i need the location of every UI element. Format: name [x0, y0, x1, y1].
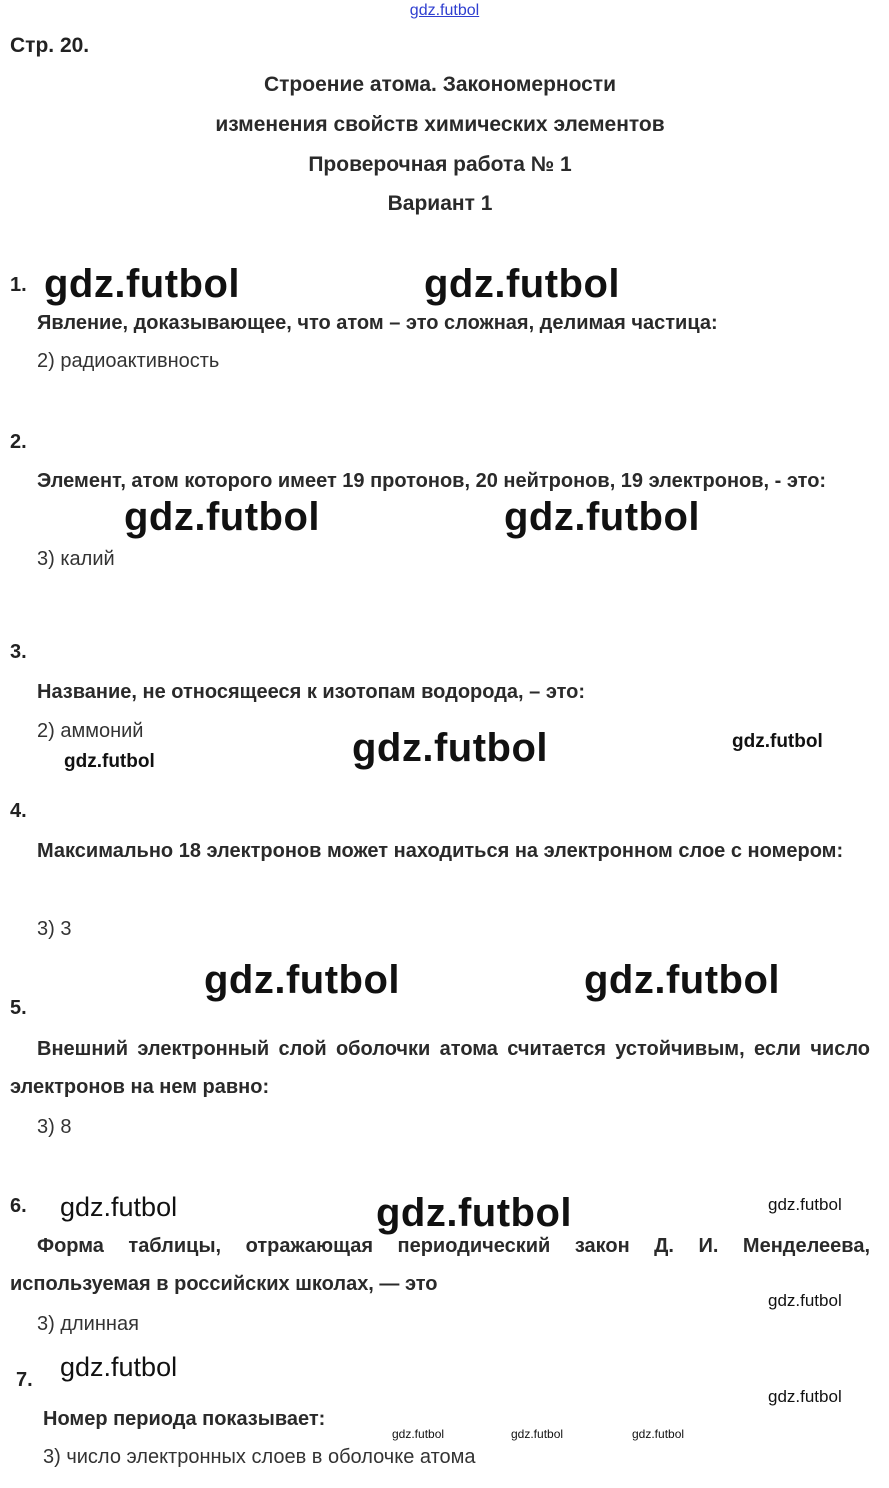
title-line-3: Проверочная работа № 1 [308, 153, 572, 176]
question-1-answer: 2) радиоактивность [37, 350, 220, 372]
question-7-answer: 3) число электронных слоев в оболочке атома [43, 1446, 476, 1468]
watermark: gdz.futbol [768, 1291, 842, 1310]
watermark: gdz.futbol [584, 958, 781, 1002]
watermark: gdz.futbol [392, 1427, 445, 1441]
title-line-2: изменения свойств химических элементов [215, 113, 665, 136]
watermark: gdz.futbol [632, 1427, 685, 1441]
question-6-text: Форма таблицы, отражающая периодический закон Д. И. Менделеева, используемая в российских школах, — это [10, 1235, 870, 1295]
question-2-text: Элемент, атом которого имеет 19 протонов, 20 нейтронов, 19 электронов, - это: [37, 470, 827, 492]
question-6-number: 6. [10, 1195, 27, 1217]
question-4-number: 4. [10, 800, 27, 822]
question-3-number: 3. [10, 641, 27, 663]
question-1-text: Явление, доказывающее, что атом – это сложная, делимая частица: [37, 312, 718, 334]
watermark: gdz.futbol [352, 726, 549, 770]
watermark: gdz.futbol [124, 495, 321, 539]
watermark: gdz.futbol [504, 495, 701, 539]
question-5-text: Внешний электронный слой оболочки атома считается устойчивым, если число электронов на нем равно: [10, 1038, 870, 1098]
watermark: gdz.futbol [60, 1192, 178, 1222]
question-2-number: 2. [10, 431, 27, 453]
title-line-1: Строение атома. Закономерности [263, 73, 617, 96]
watermark: gdz.futbol [64, 751, 155, 772]
watermark: gdz.futbol [376, 1191, 573, 1235]
question-1-number: 1. [10, 274, 27, 296]
question-5-number: 5. [10, 997, 27, 1019]
question-4-answer: 3) 3 [37, 918, 72, 940]
question-3-text: Название, не относящееся к изотопам водорода, – это: [37, 681, 586, 703]
watermark: gdz.futbol [204, 958, 401, 1002]
watermark: gdz.futbol [768, 1195, 842, 1214]
title-line-4: Вариант 1 [387, 192, 493, 215]
watermark: gdz.futbol [732, 731, 823, 752]
page-reference: Стр. 20. [10, 34, 90, 57]
question-6-answer: 3) длинная [37, 1313, 139, 1335]
top-watermark-link[interactable]: gdz.futbol [409, 2, 480, 19]
watermark: gdz.futbol [44, 262, 241, 306]
question-5-answer: 3) 8 [37, 1116, 72, 1138]
watermark: gdz.futbol [768, 1387, 842, 1406]
question-4-text: Максимально 18 электронов может находиться на электронном слое с номером: [37, 840, 844, 862]
watermark: gdz.futbol [60, 1352, 178, 1382]
question-2-answer: 3) калий [37, 548, 115, 570]
watermark: gdz.futbol [511, 1427, 564, 1441]
question-7-text: Номер периода показывает: [43, 1408, 326, 1430]
watermark: gdz.futbol [424, 262, 621, 306]
question-7-number: 7. [16, 1369, 33, 1391]
question-3-answer: 2) аммоний [37, 720, 144, 742]
